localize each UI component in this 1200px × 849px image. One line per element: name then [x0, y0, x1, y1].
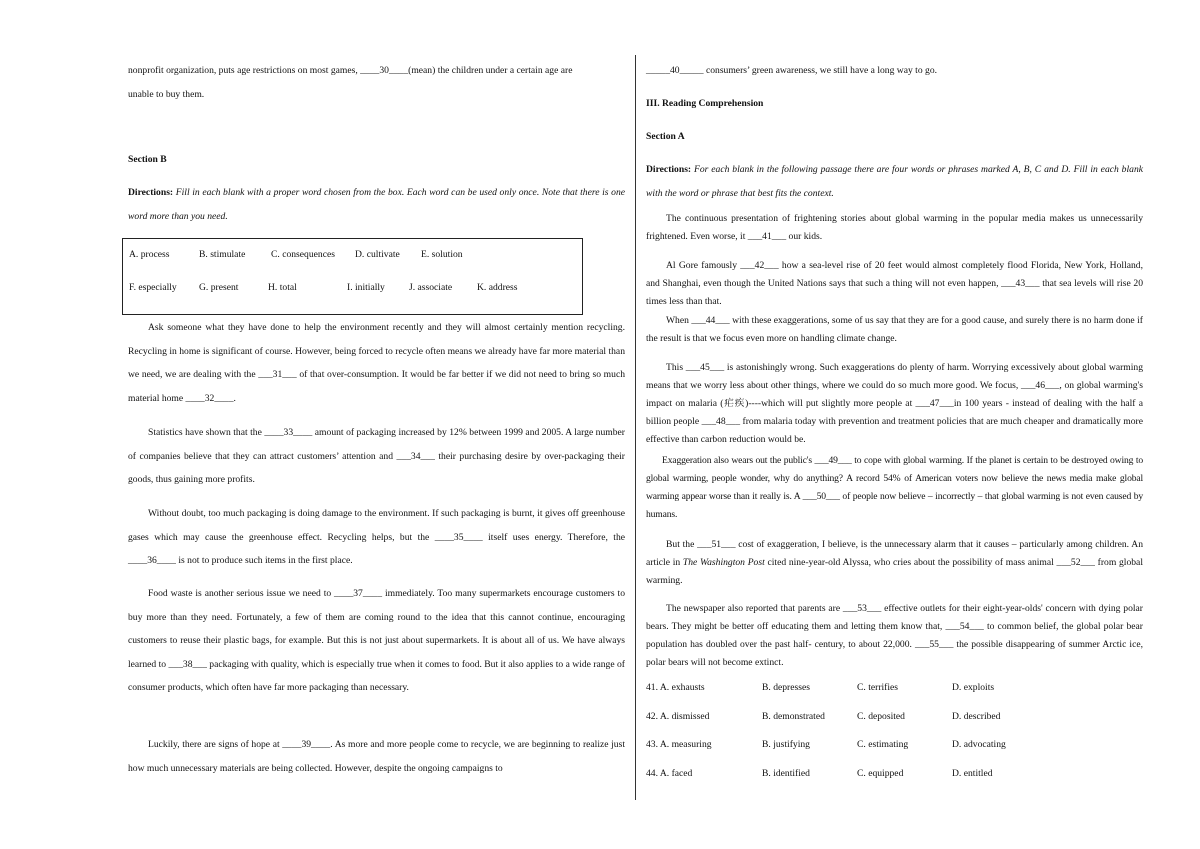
question-options-row [646, 739, 1143, 759]
passage-paragraph: Al Gore famously ___42___ how a sea-level rise of 20 feet would almost completely flood Florida, New York, Holland, and Shanghai, even though the United Nations says that such a thing will not even happen, ___43___ that sea levels will rise 20 times less than that. [646, 260, 1143, 307]
word-option: E. solution [421, 249, 463, 260]
option-b: B. depresses [762, 682, 810, 693]
question-options-row [646, 682, 1143, 702]
word-option: F. especially [129, 282, 177, 293]
column-divider [635, 55, 636, 800]
passage-paragraph: The continuous presentation of frightening stories about global warming in the popular media makes us unnecessarily frightened. Even worse, it ___41___ our kids. [646, 213, 1143, 242]
option-b: B. identified [762, 768, 810, 779]
question-options-row [646, 711, 1143, 731]
publication-title: The Washington Post [682, 557, 765, 568]
word-option: K. address [477, 282, 518, 293]
passage-paragraph: Food waste is another serious issue we need to ____37____ immediately. Too many supermarkets encourage customers to buy more than they need. Fortunately, a few of them are coming round to the idea that this cannot continue, encouraging customers to reuse their plastic bags, for example. But this is not just about supermarkets. It is about all of us. We have always learned to ___38___ packaging with quality, which is especially true when it comes to food. But it also applies to a wide range of consumer products, which often have far more packaging than necessary. [128, 588, 625, 693]
section-b-heading: Section B [128, 154, 167, 165]
option-b: B. demonstrated [762, 711, 825, 722]
question-options-row [646, 768, 1143, 788]
word-option: H. total [268, 282, 297, 293]
section-a-directions [646, 158, 1143, 205]
passage-paragraph: The newspaper also reported that parents are ___53___ effective outlets for their eight-year-olds' concern with dying polar bears. They might be better off educating them and letting them know that, ___54___ to common belief, the global polar bear population has doubled over the past half- century, to about 22,000. ___55___ the possible disappearing of summer Arctic ice, polar bears will not become extinct. [646, 603, 1143, 668]
section-b-directions [128, 181, 625, 228]
passage-paragraph: Luckily, there are signs of hope at ____39____. As more and more people come to recycle, we are beginning to realize just how much unnecessary materials are being collected. However, despite the ongoing campaigns to [128, 739, 625, 774]
section-a-heading: Section A [646, 131, 685, 142]
option-a: 41. A. exhausts [646, 682, 705, 693]
option-c: C. estimating [857, 739, 909, 750]
option-a: 42. A. dismissed [646, 711, 710, 722]
option-a: 44. A. faced [646, 768, 693, 779]
passage-paragraph: Statistics have shown that the ____33____ amount of packaging increased by 12% between 1999 and 2005. A large number of companies believe that they can attract customers’ attention and ___34___ their purchasing desire by over-packaging their goods, thus gaining more profits. [128, 427, 625, 485]
word-option: J. associate [409, 282, 453, 293]
option-d: D. exploits [952, 682, 995, 693]
passage-paragraph: Without doubt, too much packaging is doing damage to the environment. If such packaging is burnt, it gives off greenhouse gases which may cause the greenhouse effect. Recycling helps, but the ____35____ itself uses energy. Therefore, the ____36____ is not to produce such items in the first place. [128, 508, 625, 566]
word-option: A. process [129, 249, 170, 260]
option-b: B. justifying [762, 739, 810, 750]
word-option: G. present [199, 282, 239, 293]
text-line: unable to buy them. [128, 88, 205, 100]
option-d: D. described [952, 711, 1001, 722]
part-heading: III. Reading Comprehension [646, 98, 764, 109]
paragraph-continued [128, 59, 625, 106]
directions-label: Directions: [646, 164, 692, 175]
passage-paragraph: When ___44___ with these exaggerations, some of us say that they are for a good cause, and surely there is no harm done if the result is that we focus even more on handling climate change. [646, 315, 1143, 344]
paragraph-continued: _____40_____ consumers’ green awareness, we still have a long way to go. [646, 65, 938, 76]
passage-paragraph: This ___45___ is astonishingly wrong. Such exaggerations do plenty of harm. Worrying excessively about global warming means that we worry less about other things, where we could do so much more good. We focus, ___46___, on global warming's impact on malaria (疟疾)----which will put slightly more people at ___47___in 100 years - instead of dealing with the half a billion people ___48___ from malaria today with prevention and treatment policies that are much cheaper and dramatically more effective than carbon reduction would be. [646, 362, 1143, 445]
text-run: cited nine-year-old Alyssa, who cries about the possibility of mass animal ___52___ from global warming. [646, 557, 1143, 586]
word-option: D. cultivate [355, 249, 400, 260]
option-c: C. deposited [857, 711, 905, 722]
option-d: D. entitled [952, 768, 993, 779]
option-d: D. advocating [952, 739, 1006, 750]
word-box [122, 238, 583, 315]
directions-label: Directions: [128, 187, 174, 198]
option-c: C. terrifies [857, 682, 899, 693]
option-c: C. equipped [857, 768, 904, 779]
text-run: But the ___51___ cost of exaggeration, I believe, is the unnecessary alarm that it causes – particularly among children. An article in [646, 539, 1143, 568]
option-a: 43. A. measuring [646, 739, 712, 750]
passage-paragraph: Ask someone what they have done to help the environment recently and they will almost certainly mention recycling. Recycling in home is significant of course. However, being forced to recycle often means we already have far more material than we need, we are dealing with the ___31___ of that over-consumption. It would be far better if we did not need to bring so much material home ____32____. [128, 322, 625, 404]
word-option: I. initially [347, 282, 385, 293]
passage-paragraph [646, 536, 1143, 590]
word-option: C. consequences [271, 249, 335, 260]
word-option: B. stimulate [199, 249, 246, 260]
passage-paragraph: Exaggeration also wears out the public's ___49___ to cope with global warming. If the planet is certain to be destroyed owing to global warming, people wonder, why do anything? A record 54% of American voters now believe the news media make global warming appear worse than it really is. A ___50___ of people now believe – incorrectly – that global warming is not even caused by humans. [646, 455, 1143, 520]
directions-text: Fill in each blank with a proper word chosen from the box. Each word can be used only once. Note that there is one word more than you need. [128, 187, 625, 222]
directions-text: For each blank in the following passage there are four words or phrases marked A, B, C and D. Fill in each blank with the word or phrase that best fits the context. [646, 164, 1143, 199]
text-line: nonprofit organization, puts age restrictions on most games, ____30____(mean) the children under a certain age are [128, 65, 573, 76]
